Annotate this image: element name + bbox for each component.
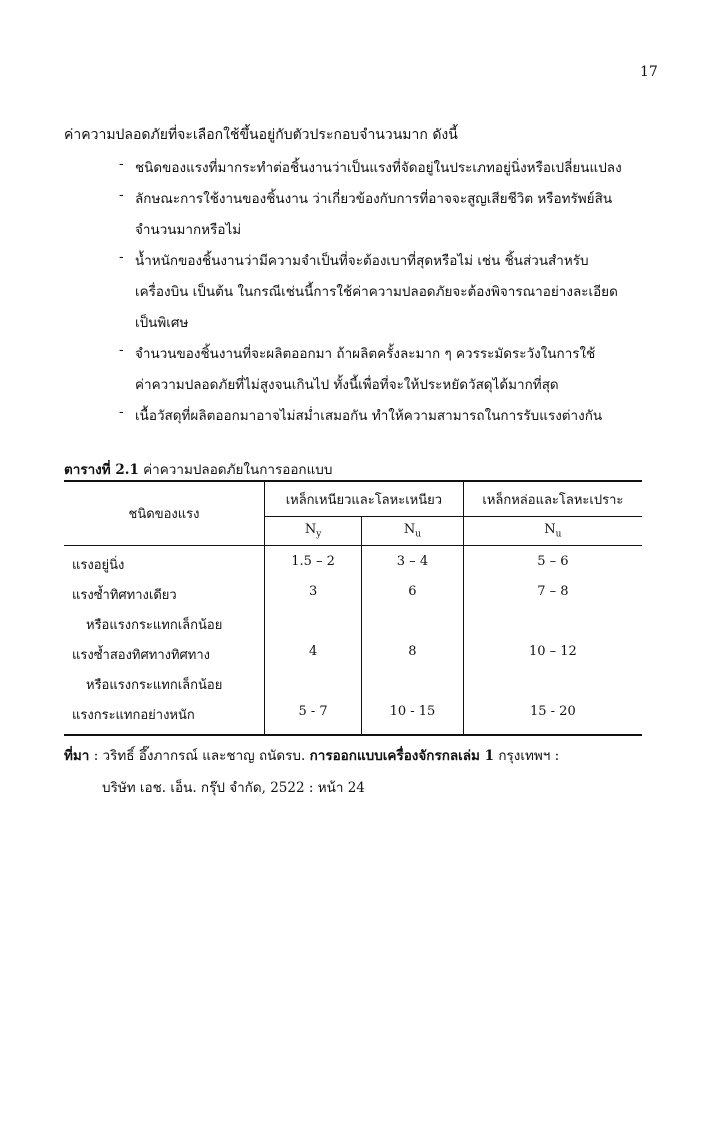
bullet-marker: - [119, 404, 124, 420]
bullet-marker: - [119, 156, 124, 172]
nu-cell: 8 [362, 644, 464, 674]
nu-cell [362, 674, 464, 704]
header-nu-brittle: $N_u$ [463, 517, 642, 546]
bullet-4-line-2: ค่าความปลอดภัยที่ไม่สูงจนเกินไป ทั้งนี้เพื่อที่จะให้ประหยัดวัสดุได้มากที่สุด [135, 377, 559, 393]
safety-factor-table [64, 480, 642, 736]
ny-cell: 3 [265, 584, 362, 614]
page-number: 17 [640, 64, 658, 80]
bullet-marker: - [119, 342, 124, 358]
bullet-3-line-1: น้ำหนักของชิ้นงานว่ามีความจำเป็นที่จะต้องเบาที่สุดหรือไม่ เช่น ชิ้นส่วนสำหรับ [135, 253, 589, 269]
force-type-cell: แรงกระแทกอย่างหนัก [64, 704, 265, 735]
nu-brittle-cell: 5 – 6 [537, 554, 569, 569]
source-authors: : วริทธิ์ อึ๊งภากรณ์ และชาญ ถนัดรบ. [93, 748, 306, 764]
nu-cell: 6 [362, 584, 464, 614]
force-type-cell: หรือแรงกระแทกเล็กน้อย [64, 674, 265, 704]
nu-brittle-cell: 10 – 12 [528, 644, 577, 659]
nu-brittle-cell: 7 – 8 [537, 584, 569, 599]
bullet-3-line-3: เป็นพิเศษ [135, 315, 189, 331]
nu-brittle-cell [463, 674, 642, 704]
intro-text: ค่าความปลอดภัยที่จะเลือกใช้ขึ้นอยู่กับตัวประกอบจำนวนมาก ดังนี้ [64, 127, 458, 143]
ny-cell: 4 [265, 644, 362, 674]
table-caption-label: ตารางที่ 2.1 [64, 462, 139, 478]
bullet-marker: - [119, 249, 124, 265]
table-caption-text: ค่าความปลอดภัยในการออกแบบ [143, 462, 333, 478]
header-nu: $N_u$ [362, 517, 464, 546]
header-ductile-group: เหล็กเหนียวและโลหะเหนียว [265, 481, 464, 517]
table-row [64, 614, 642, 644]
source-label: ที่มา [64, 748, 90, 764]
nu-cell: 3 – 4 [362, 546, 464, 585]
nu-cell [362, 614, 464, 644]
force-type-cell: แรงซ้ำสองทิศทางทิศทาง [64, 644, 265, 674]
ny-cell: 1.5 – 2 [265, 546, 362, 585]
header-ny: $N_y$ [265, 517, 362, 546]
header-brittle-group: เหล็กหล่อและโลหะเปราะ [482, 492, 624, 508]
nu-brittle-cell [463, 614, 642, 644]
ny-cell [265, 614, 362, 644]
table-row [64, 584, 642, 614]
bullet-3-line-2: เครื่องบิน เป็นต้น ในกรณีเช่นนี้การใช้ค่าความปลอดภัยจะต้องพิจารณาอย่างละเอียด [135, 284, 618, 300]
nu-cell: 10 - 15 [362, 704, 464, 735]
table-caption [64, 458, 332, 480]
bullet-marker: - [119, 187, 124, 203]
source-book-title: การออกแบบเครื่องจักรกลเล่ม 1 [309, 748, 495, 764]
bullet-5-line-1: เนื้อวัสดุที่ผลิตออกมาอาจไม่สม่ำเสมอกัน ทำให้ความสามารถในการรับแรงต่างกัน [135, 408, 603, 424]
header-force-type: ชนิดของแรง [64, 481, 265, 546]
bullet-2-line-2: จำนวนมากหรือไม่ [135, 222, 242, 238]
force-type-cell: แรงอยู่นิ่ง [64, 546, 265, 585]
nu-brittle-cell: 15 - 20 [529, 704, 576, 719]
bullet-2-line-1: ลักษณะการใช้งานของชิ้นงาน ว่าเกี่ยวข้องกับการที่อาจจะสูญเสียชีวิต หรือทรัพย์สิน [135, 191, 613, 207]
table-row [64, 644, 642, 674]
source-citation [64, 744, 559, 766]
force-type-cell: แรงซ้ำทิศทางเดียว [64, 584, 265, 614]
bullet-1-line-1: ชนิดของแรงที่มากระทำต่อชิ้นงานว่าเป็นแรงที่จัดอยู่ในประเภทอยู่นิ่งหรือเปลี่ยนแปลง [135, 160, 622, 176]
table-row [64, 546, 642, 585]
table-row [64, 704, 642, 735]
source-publisher: บริษัท เอช. เอ็น. กรุ๊ป จำกัด, 2522 : หน้า 24 [102, 780, 365, 796]
bullet-4-line-1: จำนวนของชิ้นงานที่จะผลิตออกมา ถ้าผลิตครั้งละมาก ๆ ควรระมัดระวังในการใช้ [135, 346, 596, 362]
force-type-cell: หรือแรงกระแทกเล็กน้อย [64, 614, 265, 644]
ny-cell [265, 674, 362, 704]
table-row [64, 674, 642, 704]
source-place: กรุงเทพฯ : [498, 748, 560, 764]
ny-cell: 5 - 7 [265, 704, 362, 735]
